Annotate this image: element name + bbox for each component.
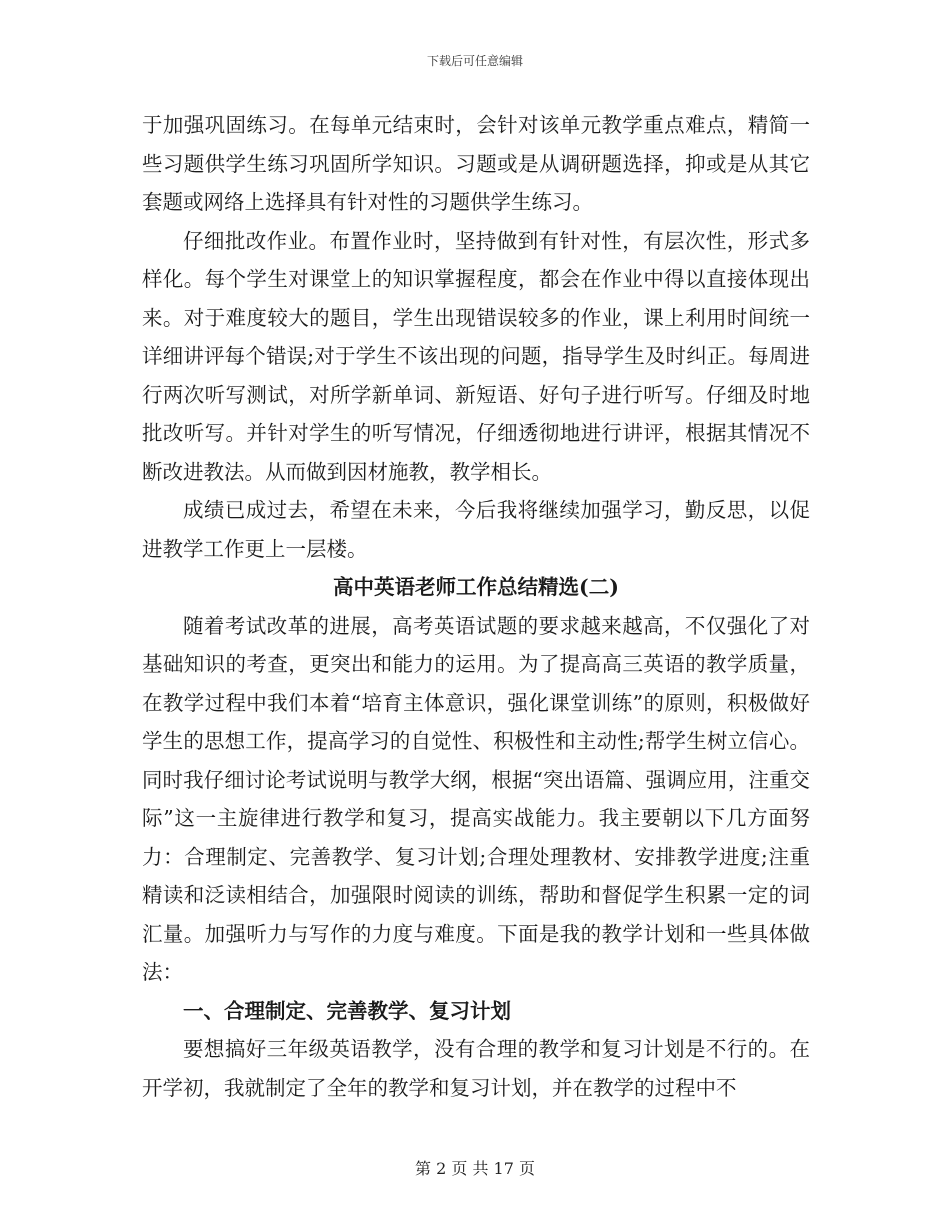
section-title: 高中英语老师工作总结精选(二) bbox=[333, 575, 619, 599]
paragraph-5: 要想搞好三年级英语教学，没有合理的教学和复习计划是不行的。在开学初，我就制定了全年的教学和复习计划，并在教学的过程中不 bbox=[142, 1037, 810, 1100]
document-body bbox=[142, 106, 810, 1107]
paragraph-1: 于加强巩固练习。在每单元结束时，会针对该单元教学重点难点，精简一些习题供学生练习巩固所学知识。习题或是从调研题选择，抑或是从其它套题或网络上选择具有针对性的习题供学生练习。 bbox=[142, 113, 810, 214]
paragraph-4: 随着考试改革的进展，高考英语试题的要求越来越高，不仅强化了对基础知识的考查，更突出和能力的运用。为了提高高三英语的教学质量，在教学过程中我们本着“培育主体意识，强化课堂训练”的原则，积极做好学生的思想工作，提高学习的自觉性、积极性和主动性;帮学生树立信心。同时我仔细讨论考试说明与教学大纲，根据“突出语篇、强调应用，注重交际”这一主旋律进行教学和复习，提高实战能力。我主要朝以下几方面努力：合理制定、完善教学、复习计划;合理处理教材、安排教学进度;注重精读和泛读相结合，加强限时阅读的训练，帮助和督促学生积累一定的词汇量。加强听力与写作的力度与难度。下面是我的教学计划和一些具体做法： bbox=[142, 613, 810, 984]
paragraph-3: 成绩已成过去，希望在未来，今后我将继续加强学习，勤反思，以促进教学工作更上一层楼。 bbox=[142, 498, 810, 561]
page-footer: 第 2 页 共 17 页 bbox=[415, 1159, 535, 1178]
heading-1: 一、合理制定、完善教学、复习计划 bbox=[183, 998, 511, 1023]
page-header: 下载后可任意编辑 bbox=[426, 54, 523, 68]
paragraph-2: 仔细批改作业。布置作业时，坚持做到有针对性，有层次性，形式多样化。每个学生对课堂上的知识掌握程度，都会在作业中得以直接体现出来。对于难度较大的题目，学生出现错误较多的作业，课上利用时间统一详细讲评每个错误;对于学生不该出现的问题，指导学生及时纠正。每周进行两次听写测试，对所学新单词、新短语、好句子进行听写。仔细及时地批改听写。并针对学生的听写情况，仔细透彻地进行讲评，根据其情况不断改进教法。从而做到因材施教，教学相长。 bbox=[142, 228, 810, 484]
